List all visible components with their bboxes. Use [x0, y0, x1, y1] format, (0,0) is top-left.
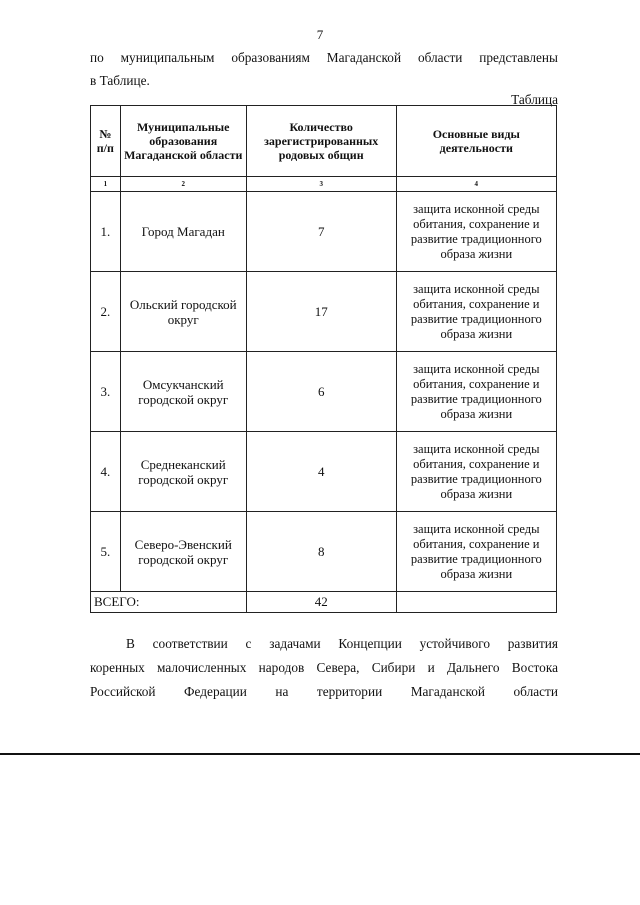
- table-row: [91, 512, 557, 592]
- total-row: [91, 592, 557, 613]
- body-paragraph: [90, 632, 558, 704]
- page-number: 7: [316, 27, 324, 42]
- column-index: 2: [120, 177, 246, 192]
- municipal-table: [90, 105, 557, 613]
- row-activity: защита исконной среды обитания, сохранение и развитие традиционного образа жизни: [396, 352, 556, 432]
- row-count: 7: [246, 192, 396, 272]
- row-count: 17: [246, 272, 396, 352]
- row-number: 2.: [91, 272, 121, 352]
- row-number: 5.: [91, 512, 121, 592]
- table-header-row: [91, 106, 557, 177]
- row-number: 4.: [91, 432, 121, 512]
- table-caption: Таблица: [511, 92, 558, 107]
- row-activity: защита исконной среды обитания, сохранение и развитие традиционного образа жизни: [396, 192, 556, 272]
- row-activity: защита исконной среды обитания, сохранение и развитие традиционного образа жизни: [396, 272, 556, 352]
- table-row: [91, 272, 557, 352]
- column-index-row: [91, 177, 557, 192]
- paragraph-line-2: коренных малочисленных народов Севера, Сибири и Дальнего Востока: [90, 660, 558, 675]
- column-index: 4: [396, 177, 556, 192]
- table-row: [91, 432, 557, 512]
- row-number: 1.: [91, 192, 121, 272]
- paragraph-line-1: В соответствии с задачами Концепции устойчивого развития: [126, 636, 558, 651]
- row-municipality: Ольский городской округ: [120, 272, 246, 352]
- intro-text: [90, 46, 558, 92]
- row-activity: защита исконной среды обитания, сохранение и развитие традиционного образа жизни: [396, 512, 556, 592]
- intro-line-2: в Таблице.: [90, 73, 150, 88]
- table-row: [91, 192, 557, 272]
- table-row: [91, 352, 557, 432]
- column-index: 1: [91, 177, 121, 192]
- row-municipality: Омсукчанский городской округ: [120, 352, 246, 432]
- total-value: 42: [246, 592, 396, 613]
- row-count: 6: [246, 352, 396, 432]
- total-label: ВСЕГО:: [91, 592, 247, 613]
- row-municipality: Среднеканский городской округ: [120, 432, 246, 512]
- row-count: 4: [246, 432, 396, 512]
- row-activity: защита исконной среды обитания, сохранение и развитие традиционного образа жизни: [396, 432, 556, 512]
- header-number: № п/п: [91, 106, 121, 177]
- total-empty-cell: [396, 592, 556, 613]
- row-count: 8: [246, 512, 396, 592]
- paragraph-line-3: Российской Федерации на территории Магаданской области: [90, 684, 558, 699]
- row-municipality: Город Магадан: [120, 192, 246, 272]
- column-index: 3: [246, 177, 396, 192]
- row-municipality: Северо-Эвенский городской округ: [120, 512, 246, 592]
- row-number: 3.: [91, 352, 121, 432]
- header-municipality: Муниципальные образования Магаданской области: [120, 106, 246, 177]
- header-count: Количество зарегистрированных родовых общин: [246, 106, 396, 177]
- page-divider: [0, 753, 640, 755]
- intro-line-1: по муниципальным образованиям Магаданской области представлены: [90, 50, 558, 65]
- header-activity: Основные виды деятельности: [396, 106, 556, 177]
